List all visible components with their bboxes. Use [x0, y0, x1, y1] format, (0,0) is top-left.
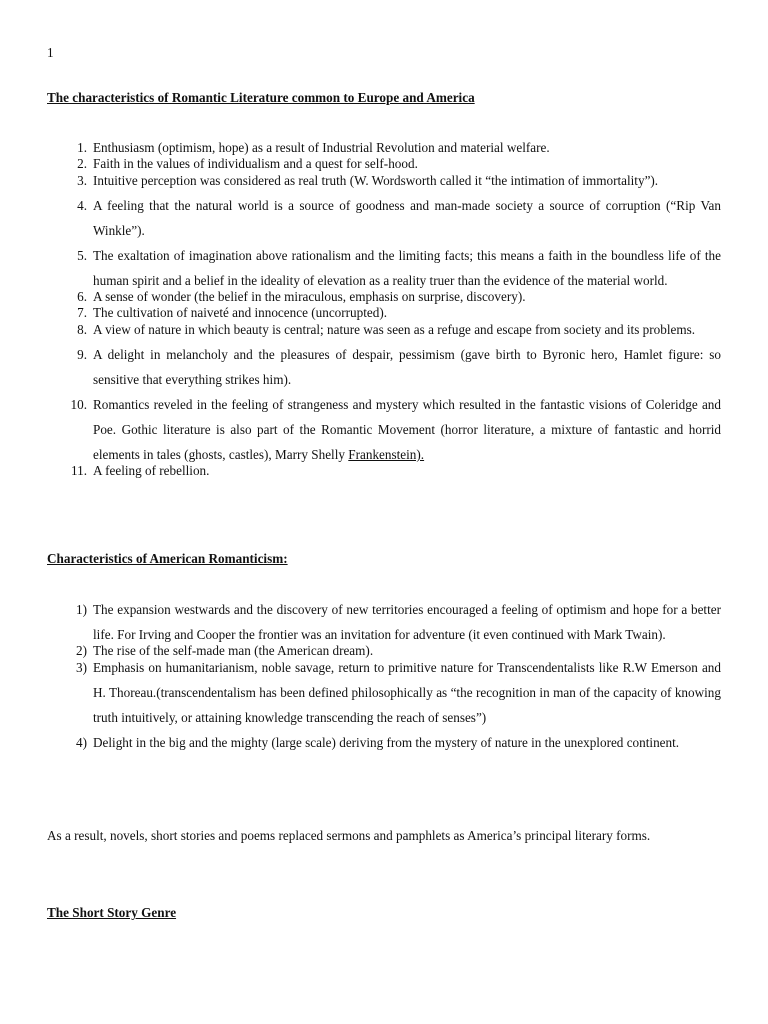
- frankenstein-title: Frankenstein).: [348, 447, 425, 462]
- list-item: 10. Romantics reveled in the feeling of strangeness and mystery which resulted in the fantastic visions of Coleridge and Poe. Gothic literature is also part of the Romantic Movement (horror literature, a mixture of fantastic and horrid elements in tales (ghosts, castles), Marry Shelly Frankenstein).: [70, 397, 721, 462]
- section-heading-short-story: The Short Story Genre: [47, 905, 177, 920]
- section-heading-romantic-literature: The characteristics of Romantic Literature common to Europe and America: [47, 90, 475, 105]
- romantic-characteristics-list: [47, 140, 721, 479]
- american-romanticism-list: [47, 597, 721, 755]
- list-item: 3. Intuitive perception was considered as real truth (W. Wordsworth called it “the intimation of immortality”).: [77, 173, 659, 188]
- list-item: 9. A delight in melancholy and the pleasures of despair, pessimism (gave birth to Byronic hero, Hamlet figure: so sensitive that everything strikes him).: [77, 347, 721, 387]
- list-item: 3) Emphasis on humanitarianism, noble savage, return to primitive nature for Transcendentalists like R.W Emerson and H. Thoreau.(transcendentalism has been defined philosophically as “the recognition in man of the capacity of knowing truth intuitively, or attaining knowledge transcending the reach of senses”): [76, 660, 721, 725]
- list-item: 5. The exaltation of imagination above rationalism and the limiting facts; this means a faith in the boundless life of the human spirit and a belief in the ideality of elevation as a reality truer than the evidence of the material world.: [77, 248, 721, 288]
- list-item: 7. The cultivation of naiveté and innocence (uncorrupted).: [77, 305, 388, 320]
- closing-paragraph: As a result, novels, short stories and poems replaced sermons and pamphlets as America’s principal literary forms.: [47, 828, 651, 843]
- list-item: 11. A feeling of rebellion.: [71, 463, 210, 478]
- list-item: 1. Enthusiasm (optimism, hope) as a result of Industrial Revolution and material welfare.: [77, 140, 550, 155]
- list-item: 8. A view of nature in which beauty is central; nature was seen as a refuge and escape from society and its problems.: [77, 322, 696, 337]
- list-item: 4) Delight in the big and the mighty (large scale) deriving from the mystery of nature in the unexplored continent.: [76, 735, 680, 750]
- list-item: 6. A sense of wonder (the belief in the miraculous, emphasis on surprise, discovery).: [77, 289, 526, 304]
- section-heading-american-romanticism: Characteristics of American Romanticism:: [47, 551, 288, 566]
- list-item: 2) The rise of the self-made man (the American dream).: [76, 643, 374, 658]
- list-item: 1) The expansion westwards and the discovery of new territories encouraged a feeling of optimism and hope for a better life. For Irving and Cooper the frontier was an invitation for adventure (it even continued with Mark Twain).: [76, 602, 721, 642]
- page-number: 1: [47, 45, 54, 60]
- list-item: 4. A feeling that the natural world is a source of goodness and man-made society a source of corruption (“Rip Van Winkle”).: [77, 198, 721, 238]
- list-item: 2. Faith in the values of individualism and a quest for self-hood.: [77, 156, 418, 171]
